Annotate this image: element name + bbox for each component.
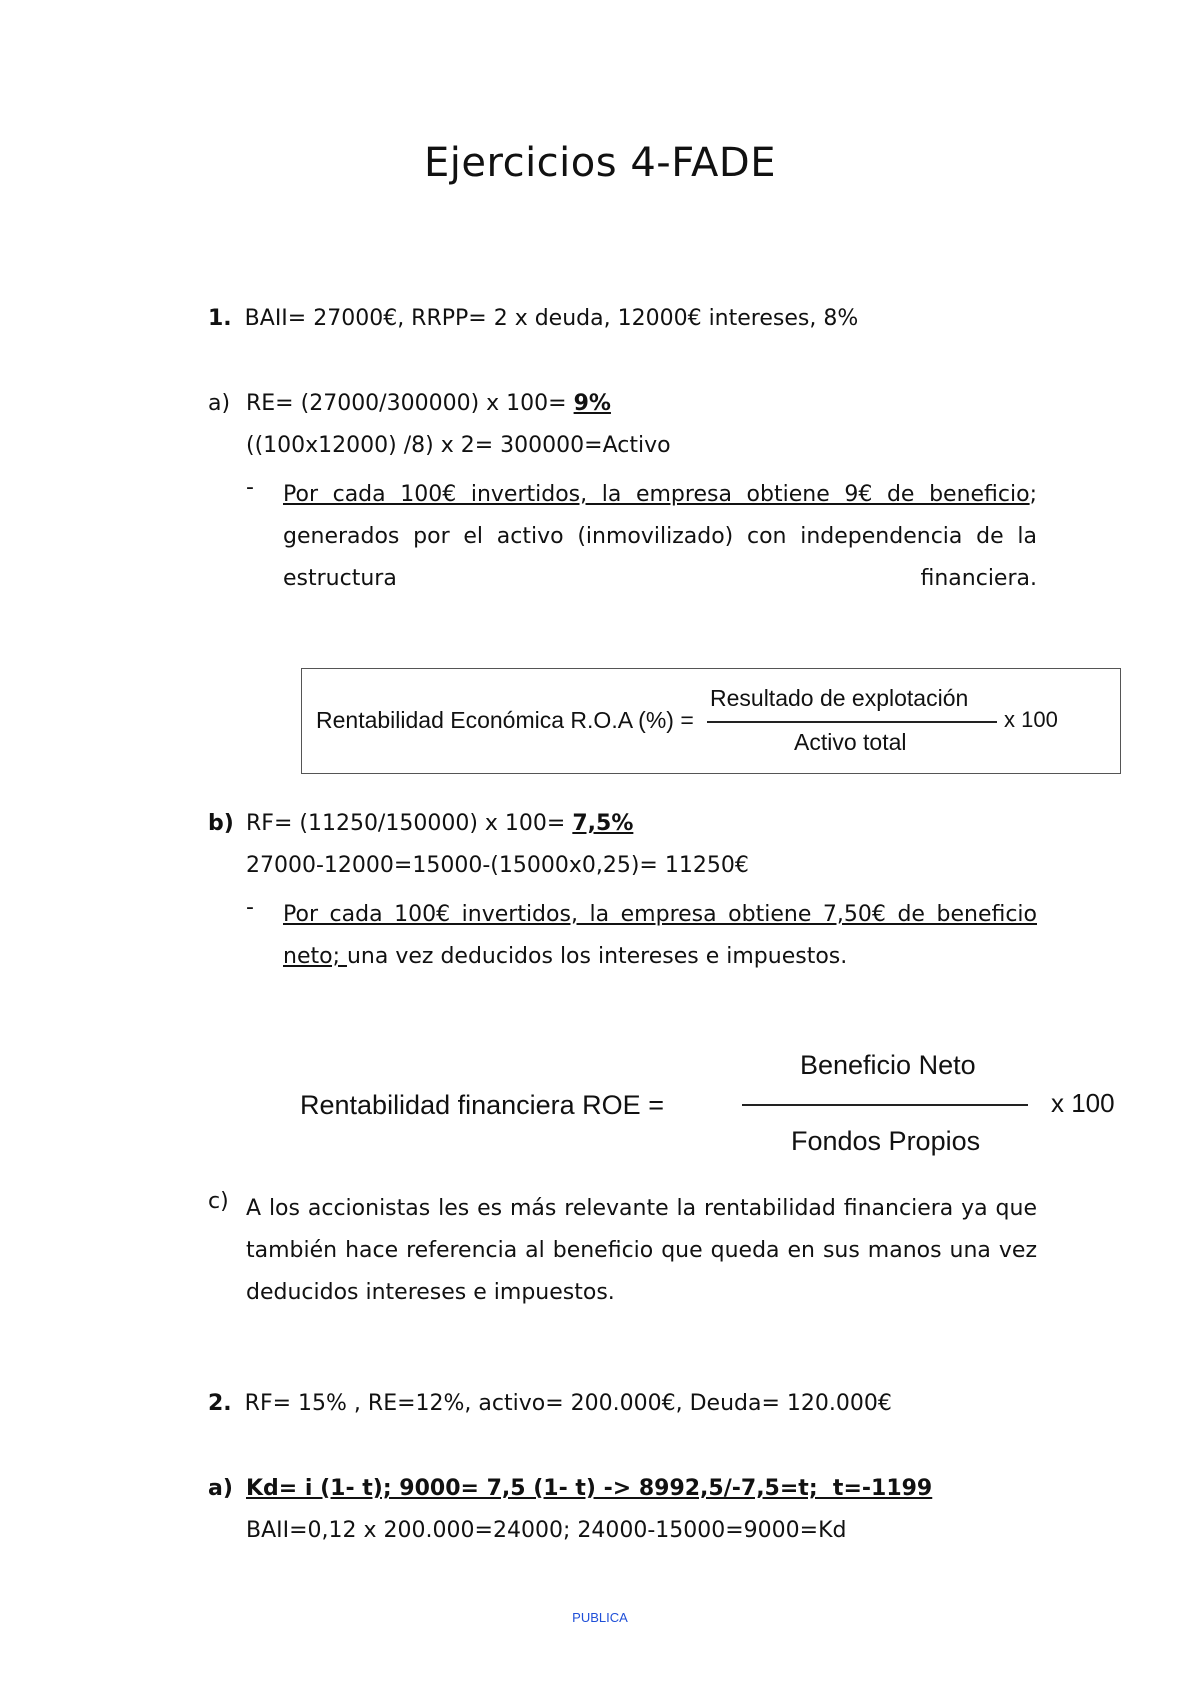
exercise-2a-label: a) <box>208 1476 233 1501</box>
roa-numerator: Resultado de explotación <box>710 685 969 711</box>
exercise-2-statement <box>208 1390 892 1418</box>
document-title: Ejercicios 4-FADE <box>424 140 776 186</box>
exercise-1b-explanation <box>283 894 1037 978</box>
exercise-1-number: 1. <box>208 306 232 331</box>
exercise-1c-text: A los accionistas les es más relevante la rentabilidad financiera ya que también hace referencia al beneficio que queda en sus manos una vez deducidos intereses e impuestos. <box>246 1196 1037 1305</box>
exercise-2a-formula: Kd= i (1- t); 9000= 7,5 (1- t) -> 8992,5/-7,5=t; t=-1199 <box>246 1476 933 1501</box>
exercise-1a-explanation <box>283 474 1037 600</box>
exercise-1c-label: c) <box>208 1189 229 1214</box>
exercise-1b-result: 7,5% <box>572 811 634 836</box>
exercise-1-text: BAII= 27000€, RRPP= 2 x deuda, 12000€ intereses, 8% <box>244 306 859 331</box>
exercise-1a-formula <box>246 390 611 418</box>
roe-formula-left: Rentabilidad financiera ROE = <box>300 1090 664 1120</box>
roe-denominator: Fondos Propios <box>791 1126 981 1156</box>
exercise-1a-label: a) <box>208 391 231 416</box>
exercise-2a-calc: BAII=0,12 x 200.000=24000; 24000-15000=9000=Kd <box>246 1518 847 1543</box>
exercise-1b-formula-prefix: RF= (11250/150000) x 100= <box>246 811 573 836</box>
exercise-1-statement <box>208 305 858 333</box>
exercise-1a-explanation-rest: ; generados por el activo (inmovilizado) con independencia de la estructura financiera. <box>283 482 1037 591</box>
roe-numerator: Beneficio Neto <box>800 1050 976 1080</box>
exercise-2-text: RF= 15% , RE=12%, activo= 200.000€, Deuda= 120.000€ <box>244 1391 892 1416</box>
exercise-1b-formula <box>246 810 633 838</box>
roa-denominator: Activo total <box>794 729 907 755</box>
roe-fraction-line <box>742 1104 1028 1106</box>
exercise-1b-calc: 27000-12000=15000-(15000x0,25)= 11250€ <box>246 853 749 878</box>
roa-formula-left: Rentabilidad Económica R.O.A (%) = <box>316 707 694 733</box>
exercise-1a-bullet: - <box>246 475 254 500</box>
exercise-1a-explanation-underlined: Por cada 100€ invertidos, la empresa obtiene 9€ de beneficio <box>283 482 1030 507</box>
exercise-1a-formula-prefix: RE= (27000/300000) x 100= <box>246 391 574 416</box>
roa-formula-box <box>301 668 1121 774</box>
exercise-1a-result: 9% <box>573 391 611 416</box>
exercise-1b-explanation-underlined: Por cada 100€ invertidos, la empresa obtiene 7,50€ de beneficio neto; <box>283 902 1037 969</box>
exercise-1b-explanation-rest: una vez deducidos los intereses e impuestos. <box>346 944 848 969</box>
roa-multiplier: x 100 <box>1004 707 1058 732</box>
exercise-1b-label: b) <box>208 811 234 836</box>
exercise-2-number: 2. <box>208 1391 232 1416</box>
roa-fraction-line <box>707 721 997 723</box>
exercise-1a-calc: ((100x12000) /8) x 2= 300000=Activo <box>246 433 671 458</box>
classification-footer: PUBLICA <box>572 1610 628 1625</box>
roe-multiplier: x 100 <box>1051 1088 1115 1118</box>
exercise-1b-bullet: - <box>246 895 254 920</box>
